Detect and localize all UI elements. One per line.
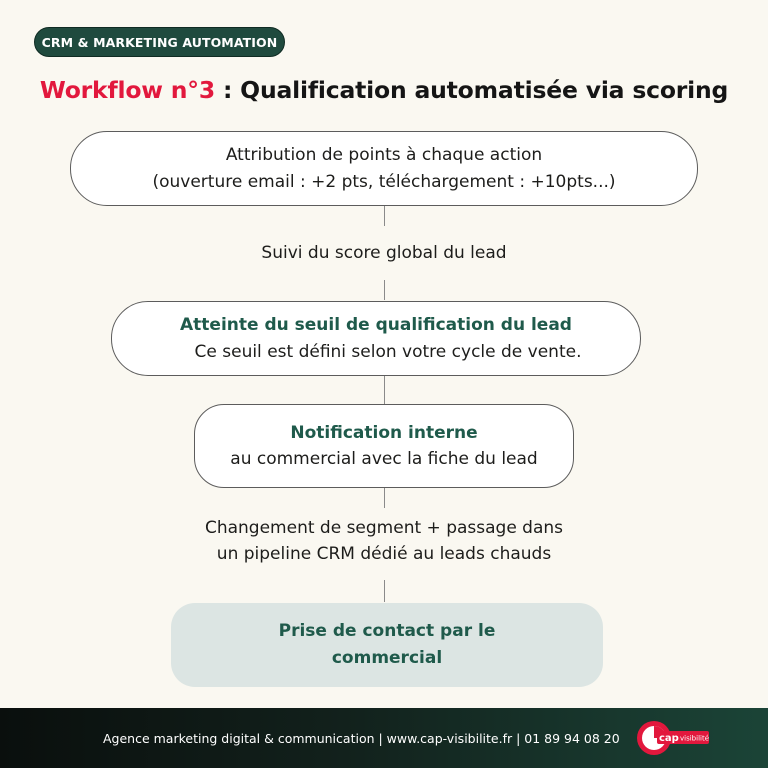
step-score-tracking: Suivi du score global du lead <box>261 243 507 263</box>
step-segment-line1: Changement de segment + passage dans <box>204 518 564 538</box>
svg-text:cap: cap <box>659 733 679 744</box>
step-notification-line: au commercial avec la fiche du lead <box>230 449 538 469</box>
step-internal-notification <box>194 404 574 488</box>
footer-bar <box>0 708 768 768</box>
title-rest: : Qualification automatisée via scoring <box>215 76 729 104</box>
step-threshold-line: Ce seuil est défini selon votre cycle de vente. <box>194 341 582 362</box>
step-threshold <box>111 301 641 376</box>
step-commercial-contact <box>171 603 603 687</box>
step-points-attribution <box>70 131 698 206</box>
category-badge: CRM & MARKETING AUTOMATION <box>34 27 285 57</box>
svg-text:visibilité: visibilité <box>680 734 710 743</box>
connector-line <box>384 580 385 602</box>
cap-visibilite-logo <box>636 720 720 756</box>
step-notification-heading: Notification interne <box>290 422 478 443</box>
step-contact-line2: commercial <box>331 648 443 668</box>
step-contact-line1: Prise de contact par le <box>278 620 496 641</box>
step-points-line1: Attribution de points à chaque action <box>225 145 543 166</box>
page-title <box>0 76 768 104</box>
connector-line <box>384 376 385 404</box>
connector-line <box>384 488 385 508</box>
step-segment-line2: un pipeline CRM dédié au leads chauds <box>216 544 552 565</box>
footer-contact-text: Agence marketing digital & communication | www.cap-visibilite.fr | 01 89 94 08 20 <box>103 730 620 746</box>
step-segment-change <box>0 515 768 568</box>
step-threshold-heading: Atteinte du seuil de qualification du lead <box>180 315 572 336</box>
title-accent: Workflow n°3 <box>39 76 216 104</box>
connector-line <box>384 206 385 226</box>
connector-line <box>384 280 385 300</box>
step-points-line2: (ouverture email : +2 pts, téléchargement : +10pts...) <box>152 171 616 192</box>
